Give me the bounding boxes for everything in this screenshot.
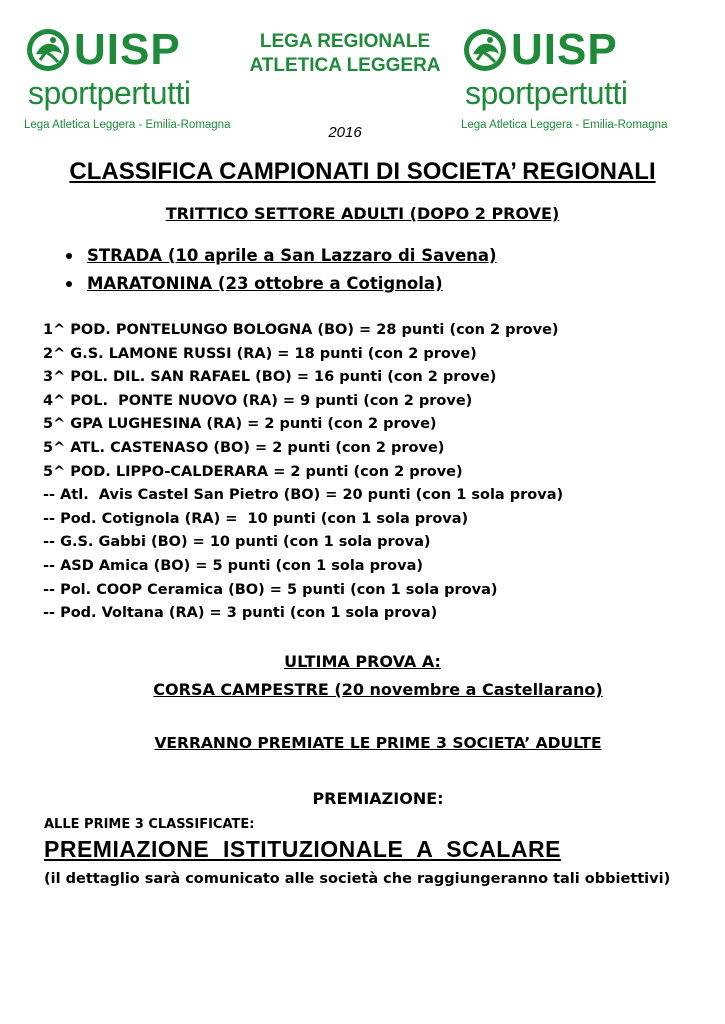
ranking-item: -- Pod. Voltana (RA) = 3 punti (con 1 sola prova) bbox=[43, 605, 438, 622]
ranking-list bbox=[43, 319, 563, 626]
races-list bbox=[66, 242, 497, 298]
ranking-item: 5^ GPA LUGHESINA (RA) = 2 punti (con 2 prove) bbox=[43, 416, 437, 433]
ranking-item: -- Pod. Cotignola (RA) = 10 punti (con 1 sola prova) bbox=[43, 510, 469, 527]
ranking-item: -- ASD Amica (BO) = 5 punti (con 1 sola prova) bbox=[43, 557, 423, 574]
ranking-item: 2^ G.S. LAMONE RUSSI (RA) = 18 punti (con 2 prove) bbox=[43, 345, 477, 362]
uisp-logo-right bbox=[463, 24, 673, 131]
page-title: CLASSIFICA CAMPIONATI DI SOCIETA’ REGIONALI bbox=[69, 158, 656, 185]
award-note: (il dettaglio sarà comunicato alle società che raggiungeranno tali obbiettivi) bbox=[44, 871, 671, 887]
ranking-item: 5^ POD. LIPPO-CALDERARA = 2 punti (con 2 prove) bbox=[43, 463, 463, 480]
logo-tagline: Lega Atletica Leggera - Emilia-Romagna bbox=[461, 119, 668, 131]
ranking-item: 4^ POL. PONTE NUOVO (RA) = 9 punti (con 2 prove) bbox=[43, 392, 473, 409]
header-line1: LEGA REGIONALE bbox=[259, 31, 431, 52]
header-league bbox=[240, 30, 450, 78]
logo-tagline: Lega Atletica Leggera - Emilia-Romagna bbox=[24, 119, 231, 131]
last-race-name: CORSA CAMPESTRE (20 novembre a Castellarano) bbox=[153, 680, 603, 699]
ranking-item: 1^ POD. PONTELUNGO BOLOGNA (BO) = 28 punti (con 2 prove) bbox=[43, 322, 559, 338]
page-subtitle: TRITTICO SETTORE ADULTI (DOPO 2 PROVE) bbox=[165, 204, 560, 223]
ranking-item: 5^ ATL. CASTENASO (BO) = 2 punti (con 2 prove) bbox=[43, 439, 445, 456]
award-heading: PREMIAZIONE: bbox=[312, 789, 444, 808]
last-race-label: ULTIMA PROVA A: bbox=[284, 652, 441, 671]
race-label: MARATONINA (23 ottobre a Cotignola) bbox=[87, 274, 443, 293]
ranking-item: 3^ POL. DIL. SAN RAFAEL (BO) = 16 punti (con 2 prove) bbox=[43, 369, 497, 386]
header-year: 2016 bbox=[328, 124, 362, 141]
header-line2: ATLETICA LEGGERA bbox=[249, 55, 441, 76]
awarded-notice: VERRANNO PREMIATE LE PRIME 3 SOCIETA’ ADULTE bbox=[154, 734, 602, 752]
logo-brand: UISP bbox=[511, 25, 618, 74]
race-item bbox=[66, 270, 497, 298]
ranking-item: -- G.S. Gabbi (BO) = 10 punti (con 1 sola prova) bbox=[43, 534, 431, 551]
bullet-icon bbox=[66, 253, 72, 259]
uisp-logo-left bbox=[26, 24, 236, 131]
logo-subbrand: sportpertutti bbox=[465, 75, 628, 111]
uisp-runner-badge-icon bbox=[26, 28, 70, 72]
logo-subbrand: sportpertutti bbox=[28, 75, 191, 111]
race-label: STRADA (10 aprile a San Lazzaro di Savena) bbox=[87, 246, 497, 265]
uisp-runner-badge-icon bbox=[463, 28, 507, 72]
bullet-icon bbox=[66, 281, 72, 287]
award-type: PREMIAZIONE ISTITUZIONALE A SCALARE bbox=[44, 836, 561, 862]
award-recipients: ALLE PRIME 3 CLASSIFICATE: bbox=[44, 817, 255, 832]
ranking-item: -- Pol. COOP Ceramica (BO) = 5 punti (con 1 sola prova) bbox=[43, 581, 498, 598]
ranking-item: -- Atl. Avis Castel San Pietro (BO) = 20 punti (con 1 sola prova) bbox=[43, 487, 564, 504]
logo-brand: UISP bbox=[74, 25, 181, 74]
race-item bbox=[66, 242, 497, 270]
